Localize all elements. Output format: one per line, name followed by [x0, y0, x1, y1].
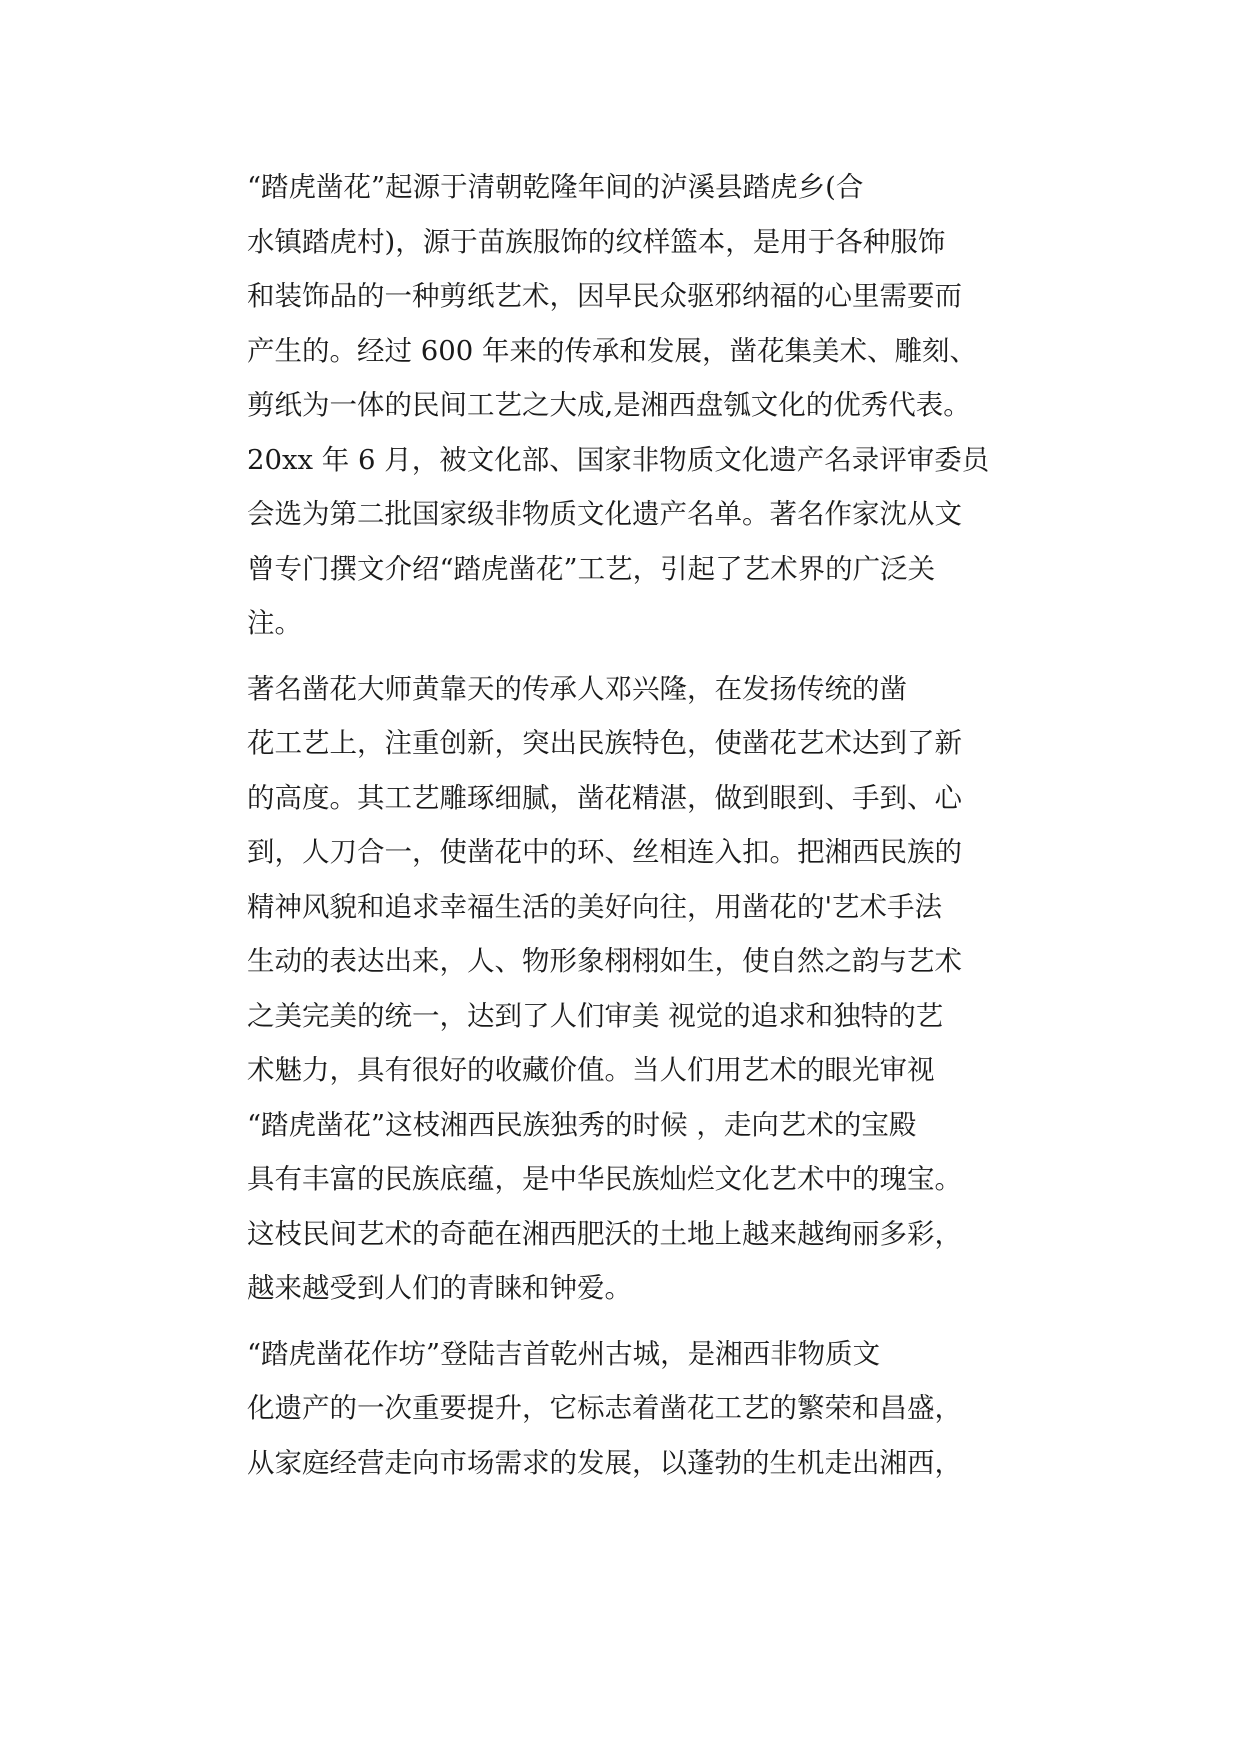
text-line: 和装饰品的一种剪纸艺术，因早民众驱邪纳福的心里需要而	[247, 280, 962, 312]
text-line: 注。	[247, 607, 302, 639]
text-line: “踏虎凿花作坊”登陆吉首乾州古城，是湘西非物质文	[247, 1337, 881, 1370]
text-line: 著名凿花大师黄靠天的传承人邓兴隆，在发扬传统的凿	[247, 672, 907, 705]
text-line: 术魅力，具有很好的收藏价值。当人们用艺术的眼光审视	[247, 1054, 935, 1086]
text-line: “踏虎凿花”这枝湘西民族独秀的时候 ，走向艺术的宝殿	[247, 1108, 917, 1141]
text-line: 20xx 年 6 月，被文化部、国家非物质文化遗产名录评审委员	[247, 443, 990, 476]
paragraph-origin	[192, 160, 1052, 651]
text-line: 水镇踏虎村)，源于苗族服饰的纹样篮本，是用于各种服饰	[247, 225, 946, 258]
text-line: 花工艺上，注重创新，突出民族特色，使凿花艺术达到了新	[247, 727, 962, 759]
text-line: 曾专门撰文介绍“踏虎凿花”工艺，引起了艺术界的广泛关	[247, 552, 936, 585]
text-line: 到，人刀合一，使凿花中的环、丝相连入扣。把湘西民族的	[247, 836, 962, 868]
document-body	[192, 160, 1052, 1490]
text-line: 产生的。经过 600 年来的传承和发展，凿花集美术、雕刻、	[247, 334, 977, 367]
text-line: 越来越受到人们的青睐和钟爱。	[247, 1272, 632, 1304]
text-line: 生动的表达出来，人、物形象栩栩如生，使自然之韵与艺术	[247, 945, 962, 977]
text-line: 精神风貌和追求幸福生活的美好向往，用凿花的'艺术手法	[247, 890, 943, 923]
paragraph-workshop	[192, 1327, 1052, 1491]
text-line: 的高度。其工艺雕琢细腻，凿花精湛，做到眼到、手到、心	[247, 781, 962, 814]
text-line: “踏虎凿花”起源于清朝乾隆年间的泸溪县踏虎乡(合	[247, 171, 864, 203]
text-line: 化遗产的一次重要提升，它标志着凿花工艺的繁荣和昌盛，	[247, 1392, 962, 1424]
text-line: 从家庭经营走向市场需求的发展，以蓬勃的生机走出湘西，	[247, 1446, 962, 1479]
text-line: 之美完美的统一，达到了人们审美 视觉的追求和独特的艺	[247, 999, 944, 1032]
text-line: 会选为第二批国家级非物质文化遗产名单。著名作家沈从文	[247, 498, 962, 530]
text-line: 剪纸为一体的民间工艺之大成,是湘西盘瓠文化的优秀代表。	[247, 389, 971, 421]
paragraph-master	[192, 662, 1052, 1316]
text-line: 这枝民间艺术的奇葩在湘西肥沃的土地上越来越绚丽多彩，	[247, 1217, 962, 1250]
text-line: 具有丰富的民族底蕴，是中华民族灿烂文化艺术中的瑰宝。	[247, 1163, 962, 1195]
